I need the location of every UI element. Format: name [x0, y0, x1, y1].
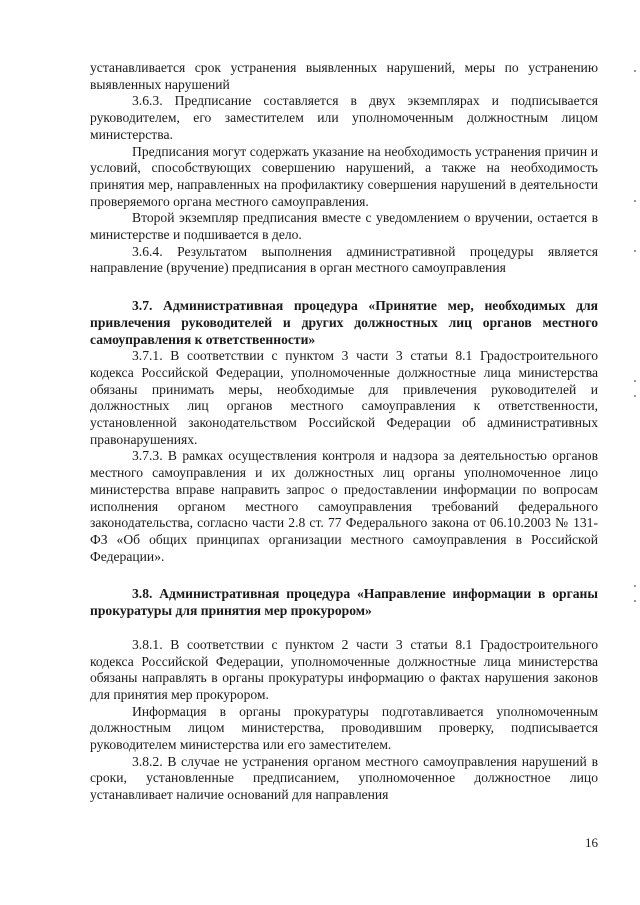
- section-heading-3-8: 3.8. Административная процедура «Направление информации в органы прокуратуры для принятия мер прокурором»: [90, 586, 598, 619]
- paragraph-3-7-3: 3.7.3. В рамках осуществления контроля и надзора за деятельностью органов местного самоуправления и их должностных лиц органы уполномоченное лицо министерства вправе направить запрос о предоставлении информации по вопросам исполнения органом местного самоуправления требований федерального законодательства, согласно части 2.8 ст. 77 Федерального закона от 06.10.2003 № 131-ФЗ «Об общих принципах организации местного самоуправления в Российской Федерации».: [90, 448, 598, 564]
- paragraph-3-8-2: 3.8.2. В случае не устранения органом местного самоуправления нарушений в сроки, установленные предписанием, уполномоченное должностное лицо устанавливает наличие оснований для направления: [90, 753, 598, 803]
- paragraph-3-6-3: 3.6.3. Предписание составляется в двух экземплярах и подписывается руководителем, его заместителем или уполномоченным должностным лицом министерства.: [90, 93, 598, 142]
- scan-mark: [634, 600, 636, 602]
- paragraph-information: Информация в органы прокуратуры подготавливается уполномоченным должностным лицом министерства, проводившим проверку, подписывается руководителем министерства или его заместителем.: [90, 703, 598, 753]
- scan-mark: [634, 380, 636, 382]
- scan-mark: [634, 200, 636, 202]
- paragraph-prescriptions: Предписания могут содержать указание на необходимость устранения причин и условий, способствующих совершению нарушений, а также на необходимость принятия мер, направленных на профилактику совершения нарушений в деятельности проверяемого органа местного самоуправления.: [90, 143, 598, 209]
- scan-mark: [634, 250, 636, 252]
- page-body: [90, 60, 598, 804]
- scan-mark: [634, 585, 636, 587]
- scan-mark: [634, 70, 636, 72]
- section-heading-3-7: 3.7. Административная процедура «Принятие мер, необходимых для привлечения руководителей и других должностных лиц органов местного самоуправления к ответственности»: [90, 298, 598, 347]
- paragraph-3-6-4: 3.6.4. Результатом выполнения административной процедуры является направление (вручение) предписания в орган местного самоуправления: [90, 243, 598, 276]
- paragraph-second-copy: Второй экземпляр предписания вместе с уведомлением о вручении, остается в министерстве и подшивается в дело.: [90, 210, 598, 243]
- paragraph-3-8-1: 3.8.1. В соответствии с пунктом 2 части 3 статьи 8.1 Градостроительного кодекса Российской Федерации, уполномоченные должностные лица министерства обязаны направлять в органы прокуратуры информацию о фактах нарушения законов для принятия мер прокурором.: [90, 636, 598, 702]
- scan-edge-marks: [628, 0, 640, 905]
- paragraph-continuation: устанавливается срок устранения выявленных нарушений, меры по устранению выявленных нарушений: [90, 60, 598, 92]
- scan-mark: [634, 395, 636, 397]
- paragraph-3-7-1: 3.7.1. В соответствии с пунктом 3 части 3 статьи 8.1 Градостроительного кодекса Российской Федерации, уполномоченные должностные лица министерства обязаны принимать меры, необходимые для привлечения руководителей и должностных лиц органов местного самоуправления к ответственности, установленной законодательством Российской Федерации об административных правонарушениях.: [90, 348, 598, 447]
- page-number: 16: [585, 835, 598, 850]
